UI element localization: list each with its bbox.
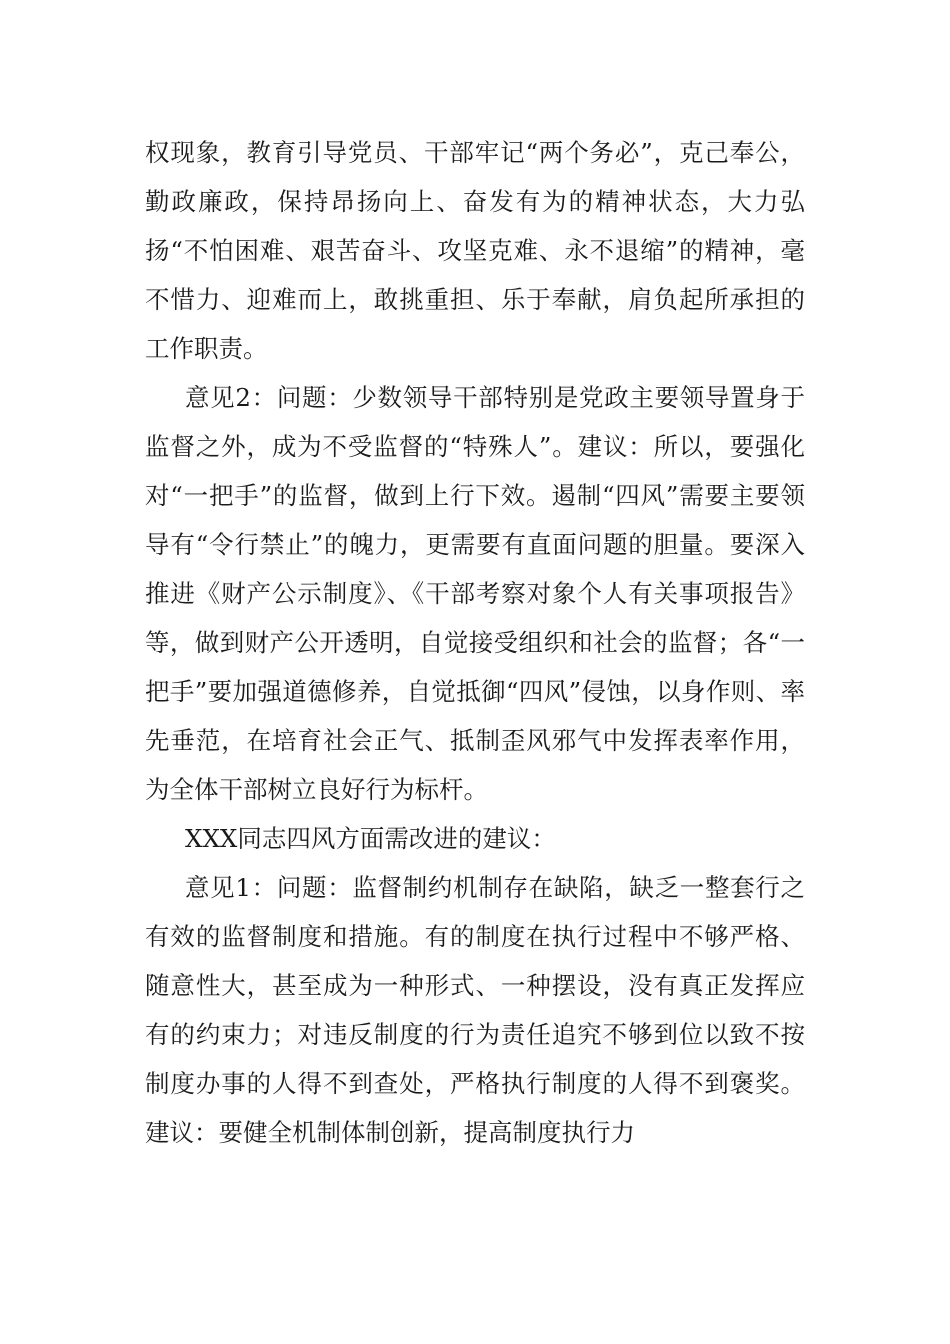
paragraph-continuation: 权现象，教育引导党员、干部牢记“两个务必”，克己奉公，勤政廉政，保持昂扬向上、奋发有为的精神状态，大力弘扬“不怕困难、艰苦奋斗、攻坚克难、永不退缩”的精神，毫不惜力、迎难而上，敢挑重担、乐于奉献，肩负起所承担的工作职责。 (145, 138, 805, 363)
paragraph-opinion-1: 意见1：问题：监督制约机制存在缺陷，缺乏一整套行之有效的监督制度和措施。有的制度在执行过程中不够严格、随意性大，甚至成为一种形式、一种摆设，没有真正发挥应有的约束力；对违反制度的行为责任追究不够到位以致不按制度办事的人得不到查处，严格执行制度的人得不到褒奖。建议：要健全机制体制创新，提高制度执行力 (145, 873, 805, 1147)
section-heading-xxx-suggestions: XXX同志四风方面需改进的建议： (185, 824, 556, 853)
paragraph-opinion-2: 意见2：问题：少数领导干部特别是党政主要领导置身于监督之外，成为不受监督的“特殊人”。建议：所以，要强化对“一把手”的监督，做到上行下效。遏制“四风”需要主要领导有“令行禁止”的魄力，更需要有直面问题的胆量。要深入推进《财产公示制度》、《干部考察对象个人有关事项报告》等，做到财产公开透明，自觉接受组织和社会的监督；各“一把手”要加强道德修养，自觉抵御“四风”侵蚀，以身作则、率先垂范，在培育社会正气、抵制歪风邪气中发挥表率作用，为全体干部树立良好行为标杆。 (145, 383, 805, 804)
document-body (145, 128, 805, 1157)
